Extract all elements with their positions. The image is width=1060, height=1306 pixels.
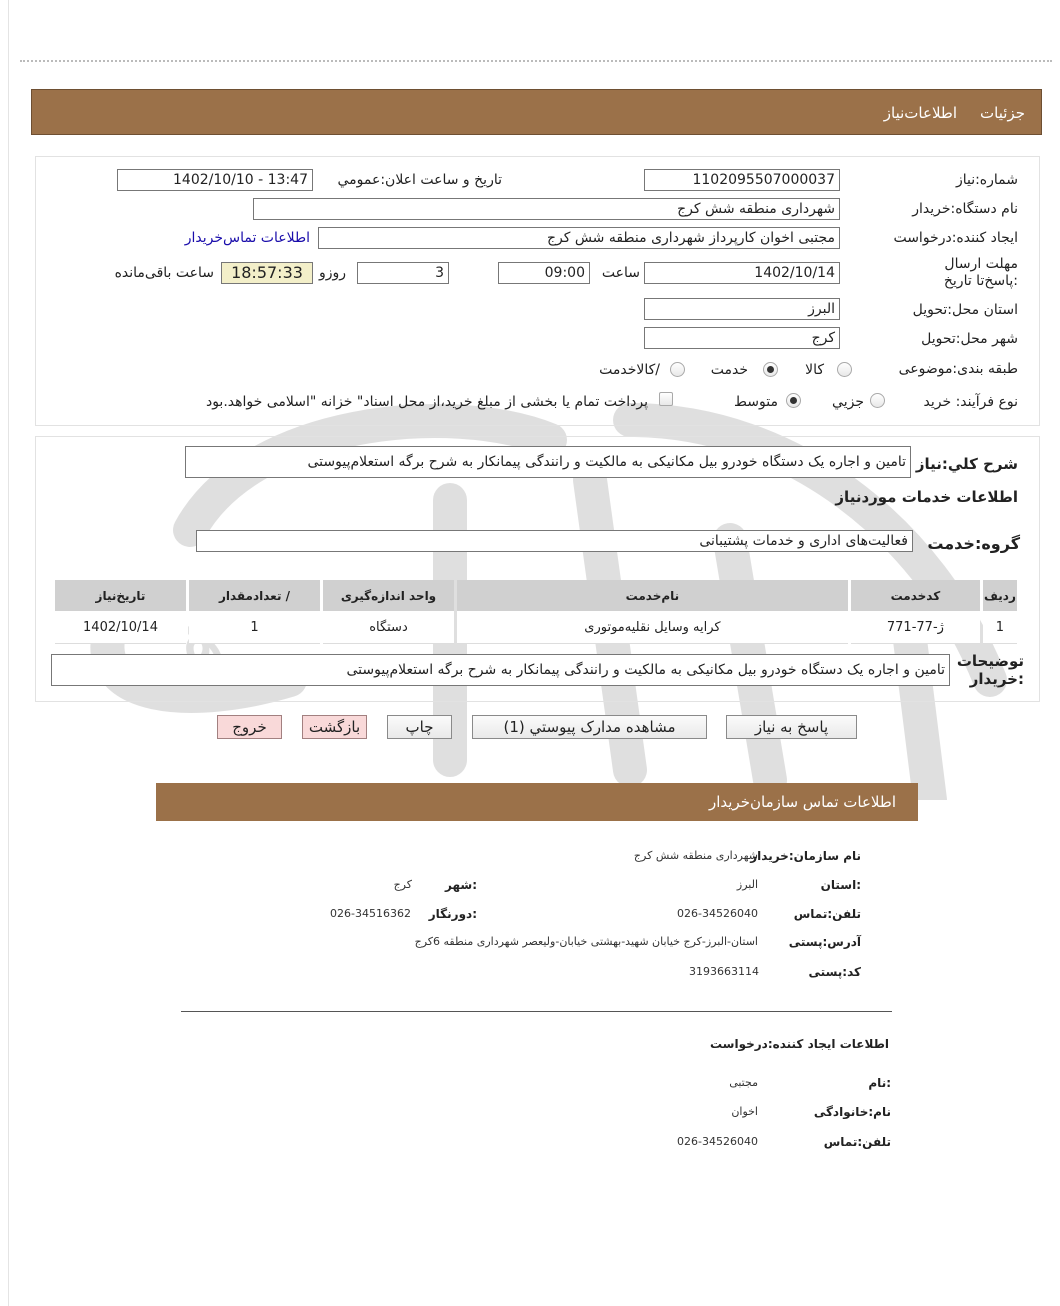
col-unit: واحد اندازه‌گیری — [323, 580, 454, 611]
creator-phone-value: 026-34526040 — [677, 1135, 758, 1148]
phone-value: 026-34526040 — [677, 907, 758, 920]
process-label: نوع فرآیند: خرید — [923, 394, 1018, 410]
creator-label: ایجاد کننده:درخواست — [893, 230, 1018, 246]
need-number-label: شماره:نیاز — [955, 172, 1018, 188]
creator-phone-label: تلفن:تماس — [823, 1135, 891, 1149]
city-contact-label: :شهر — [445, 878, 477, 892]
payment-note: پرداخت تمام یا بخشی از مبلغ خرید،از محل اسناد" خزانه "اسلامی خواهد.بود — [205, 394, 648, 410]
fax-value: 026-34516362 — [330, 907, 411, 920]
process-partial-label: جزيي — [832, 394, 864, 410]
announce-field: 1402/10/10 - 13:47 — [117, 169, 313, 191]
cell-service-code: ژ-77-771 — [851, 611, 980, 644]
address-value: استان-البرز-کرج خیابان شهید-بهشتی خیابان-ولیعصر شهرداری منطقه 6کرج — [414, 935, 758, 948]
city-contact-value: کرج — [393, 878, 412, 891]
province-field: البرز — [644, 298, 840, 320]
buyer-label: نام دستگاه:خریدار — [912, 201, 1018, 217]
deadline-time-field: 09:00 — [498, 262, 590, 284]
category-service-radio[interactable] — [763, 362, 778, 377]
col-service-name: نام‌خدمت — [457, 580, 848, 611]
org-value: شهرداری منطقه شش کرج — [633, 849, 758, 862]
category-goods-service-radio[interactable] — [670, 362, 685, 377]
left-border-line — [8, 0, 9, 1306]
remaining-label: ساعت باقی‌مانده — [114, 265, 214, 281]
process-partial-radio[interactable] — [870, 393, 885, 408]
deadline-date-field: 1402/10/14 — [644, 262, 840, 284]
services-table — [52, 580, 1020, 644]
services-heading: اطلاعات خدمات موردنیاز — [835, 488, 1018, 506]
process-medium-radio[interactable] — [786, 393, 801, 408]
col-quantity: / تعدادمقدار — [189, 580, 320, 611]
contact-header-bar — [156, 783, 918, 821]
table-row — [55, 611, 1017, 644]
contact-divider — [181, 1011, 892, 1012]
need-info-panel — [35, 156, 1040, 426]
creator-name-label: :نام — [868, 1076, 891, 1090]
buyer-contact-link[interactable]: اطلاعات تماس‌خریدار — [184, 230, 310, 246]
province-contact-value: البرز — [736, 878, 758, 891]
cell-row: 1 — [983, 611, 1017, 644]
category-goods-radio[interactable] — [837, 362, 852, 377]
buyer-notes-label: توضیحات :خریدار — [956, 652, 1024, 688]
view-documents-button[interactable]: مشاهده مدارک پیوستي (1) — [472, 715, 707, 739]
description-label: شرح کلي:نیاز — [915, 455, 1018, 473]
process-medium-label: متوسط — [734, 394, 778, 410]
back-button[interactable]: بازگشت — [302, 715, 367, 739]
print-button[interactable]: چاپ — [387, 715, 452, 739]
need-number-field: 1102095507000037 — [644, 169, 840, 191]
province-contact-label: :استان — [820, 878, 861, 892]
province-label: استان محل:تحویل — [912, 302, 1018, 318]
tab-details[interactable]: جزئیات — [980, 104, 1025, 122]
city-label: شهر محل:تحویل — [921, 331, 1018, 347]
service-group-field: فعالیت‌های اداری و خدمات پشتیبانی — [196, 530, 913, 552]
announce-label: تاریخ و ساعت اعلان:عمومي — [337, 172, 502, 188]
col-row: ردیف — [983, 580, 1017, 611]
postal-value: 3193663114 — [689, 965, 759, 978]
category-label: طبقه بندی:موضوعی — [898, 361, 1018, 377]
creator-family-label: نام:خانوادگی — [813, 1105, 891, 1119]
fax-label: :دورنگار — [428, 907, 477, 921]
category-goods-label: کالا — [805, 362, 824, 378]
category-service-label: خدمت — [710, 362, 748, 378]
days-field: 3 — [357, 262, 449, 284]
service-group-label: گروه:خدمت — [927, 534, 1020, 553]
deadline-label: مهلت ارسال :پاسخ‌تا تاریخ — [943, 256, 1018, 289]
days-label: روزو — [318, 265, 346, 281]
buyer-notes-field: تامین و اجاره یک دستگاه خودرو بیل مکانیکی به مالکیت و رانندگی پیمانکار به شرح برگه استعلام‌پیوستی — [51, 654, 950, 686]
tab-need-info[interactable]: اطلاعات‌نیاز — [883, 104, 957, 122]
cell-service-name: کرایه وسایل نقلیه‌موتوری — [457, 611, 848, 644]
exit-button[interactable]: خروج — [217, 715, 282, 739]
phone-label: تلفن:تماس — [793, 907, 861, 921]
header-bar — [31, 89, 1042, 135]
payment-checkbox[interactable] — [659, 392, 673, 406]
cell-unit: دستگاه — [323, 611, 454, 644]
address-label: آدرس:پستی — [788, 935, 861, 949]
top-dotted-separator — [20, 60, 1052, 62]
contact-heading: اطلاعات تماس سازمان‌خریدار — [709, 793, 896, 811]
cell-need-date: 1402/10/14 — [55, 611, 186, 644]
postal-label: کد:پستی — [808, 965, 861, 979]
cell-quantity: 1 — [189, 611, 320, 644]
creator-info-heading: اطلاعات ایجاد کننده:درخواست — [709, 1037, 889, 1051]
buyer-field: شهرداری منطقه شش کرج — [253, 198, 840, 220]
col-service-code: کدخدمت — [851, 580, 980, 611]
org-label: نام سازمان:خریدار — [750, 849, 861, 863]
city-field: کرج — [644, 327, 840, 349]
reply-button[interactable]: پاسخ به نیاز — [726, 715, 857, 739]
remaining-time-field: 18:57:33 — [221, 262, 313, 284]
creator-field: مجتبی اخوان کارپرداز شهرداری منطقه شش کرج — [318, 227, 840, 249]
time-label: ساعت — [601, 265, 640, 281]
creator-family-value: اخوان — [731, 1105, 758, 1118]
creator-name-value: مجتبی — [729, 1076, 758, 1089]
description-field: تامین و اجاره یک دستگاه خودرو بیل مکانیکی به مالکیت و رانندگی پیمانکار به شرح برگه استعلام‌پیوستی — [185, 446, 911, 478]
category-goods-service-label: /کالاخدمت — [599, 362, 660, 378]
col-need-date: تاریخ‌نیاز — [55, 580, 186, 611]
